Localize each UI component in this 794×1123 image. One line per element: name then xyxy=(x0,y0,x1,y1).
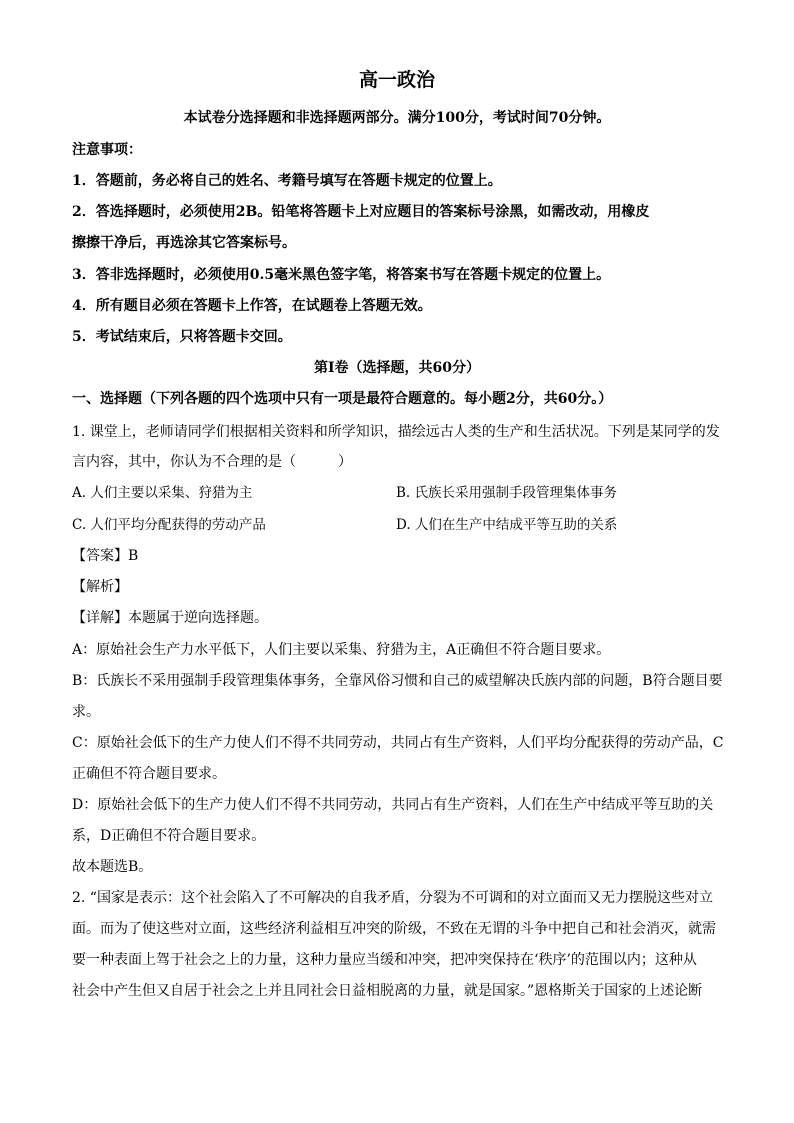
section-title: 第Ⅰ卷（选择题，共60分） xyxy=(313,360,481,376)
answer-value: B xyxy=(128,548,139,564)
option-a: A. 人们主要以采集、狩猎为主 xyxy=(72,485,253,501)
question-stem: 言内容，其中，你认为不合理的是（ ） xyxy=(72,454,352,470)
question-2-line: 面。而为了使这些对立面，这些经济利益相互冲突的阶级，不致在无谓的斗争中把自己和社会消灭，就需 xyxy=(72,921,716,937)
explanation-line: 故本题选B。 xyxy=(72,859,153,875)
explanation-line: C：原始社会低下的生产力使人们不得不共同劳动，共同占有生产资料，人们平均分配获得的劳动产品，C xyxy=(72,735,724,751)
option-d: D. 人们在生产中结成平等互助的关系 xyxy=(396,517,618,533)
notice-item: 3．答非选择题时，必须使用0.5毫米黑色签字笔，将答案书写在答题卡规定的位置上。 xyxy=(72,267,611,283)
question-2-line: 2. “国家是表示：这个社会陷入了不可解决的自我矛盾，分裂为不可调和的对立面而又无力摆脱这些对立 xyxy=(72,890,713,906)
part-heading: 一、选择题（下列各题的四个选项中只有一项是最符合题意的。每小题2分，共60分。） xyxy=(72,391,613,407)
question-stem: 1. 课堂上，老师请同学们根据相关资料和所学知识，描绘远古人类的生产和生活状况。下列是某同学的发 xyxy=(72,424,720,440)
notice-item: 擦擦干净后，再选涂其它答案标号。 xyxy=(72,235,296,251)
question-2-line: 社会中产生但又自居于社会之上并且同社会日益相脱离的力量，就是国家。”恩格斯关于国家的上述论断 xyxy=(72,983,703,999)
option-c: C. 人们平均分配获得的劳动产品 xyxy=(72,517,266,533)
notice-item: 2．答选择题时，必须使用2B。铅笔将答题卡上对应题目的答案标号涂黑，如需改动，用橡皮 xyxy=(72,204,650,220)
explanation-line: 正确但不符合题目要求。 xyxy=(72,766,226,782)
option-b: B. 氏族长采用强制手段管理集体事务 xyxy=(396,485,618,501)
notice-item: 4．所有题目必须在答题卡上作答，在试题卷上答题无效。 xyxy=(72,298,432,314)
explanation-line: B：氏族长不采用强制手段管理集体事务，全靠风俗习惯和自己的威望解决氏族内部的问题，B符合题目要 xyxy=(72,673,723,689)
detail-tag: 【详解】 xyxy=(72,610,128,626)
explanation-line: A：原始社会生产力水平低下，人们主要以采集、狩猎为主，A正确但不符合题目要求。 xyxy=(72,642,611,658)
detail-line xyxy=(72,608,268,628)
explanation-line: D：原始社会低下的生产力使人们不得不共同劳动，共同占有生产资料，人们在生产中结成平等互助的关 xyxy=(72,797,714,813)
notice-item: 5．考试结束后，只将答题卡交回。 xyxy=(72,329,292,345)
question-2-line: 要一种表面上驾于社会之上的力量，这种力量应当缓和冲突，把冲突保持在‘秩序’的范围以内；这种从 xyxy=(72,952,697,968)
answer-line xyxy=(72,546,138,566)
notice-heading: 注意事项： xyxy=(72,142,142,158)
explanation-line: 求。 xyxy=(72,704,100,720)
page-title: 高一政治 xyxy=(358,69,435,91)
notice-item: 1．答题前，务必将自己的姓名、考籍号填写在答题卡规定的位置上。 xyxy=(72,173,502,189)
detail-text: 本题属于逆向选择题。 xyxy=(128,610,268,626)
exam-intro: 本试卷分选择题和非选择题两部分。满分100分，考试时间70分钟。 xyxy=(183,110,611,126)
explanation-line: 系，D正确但不符合题目要求。 xyxy=(72,828,266,844)
answer-tag: 【答案】 xyxy=(72,548,128,564)
analysis-tag: 【解析】 xyxy=(72,579,128,595)
